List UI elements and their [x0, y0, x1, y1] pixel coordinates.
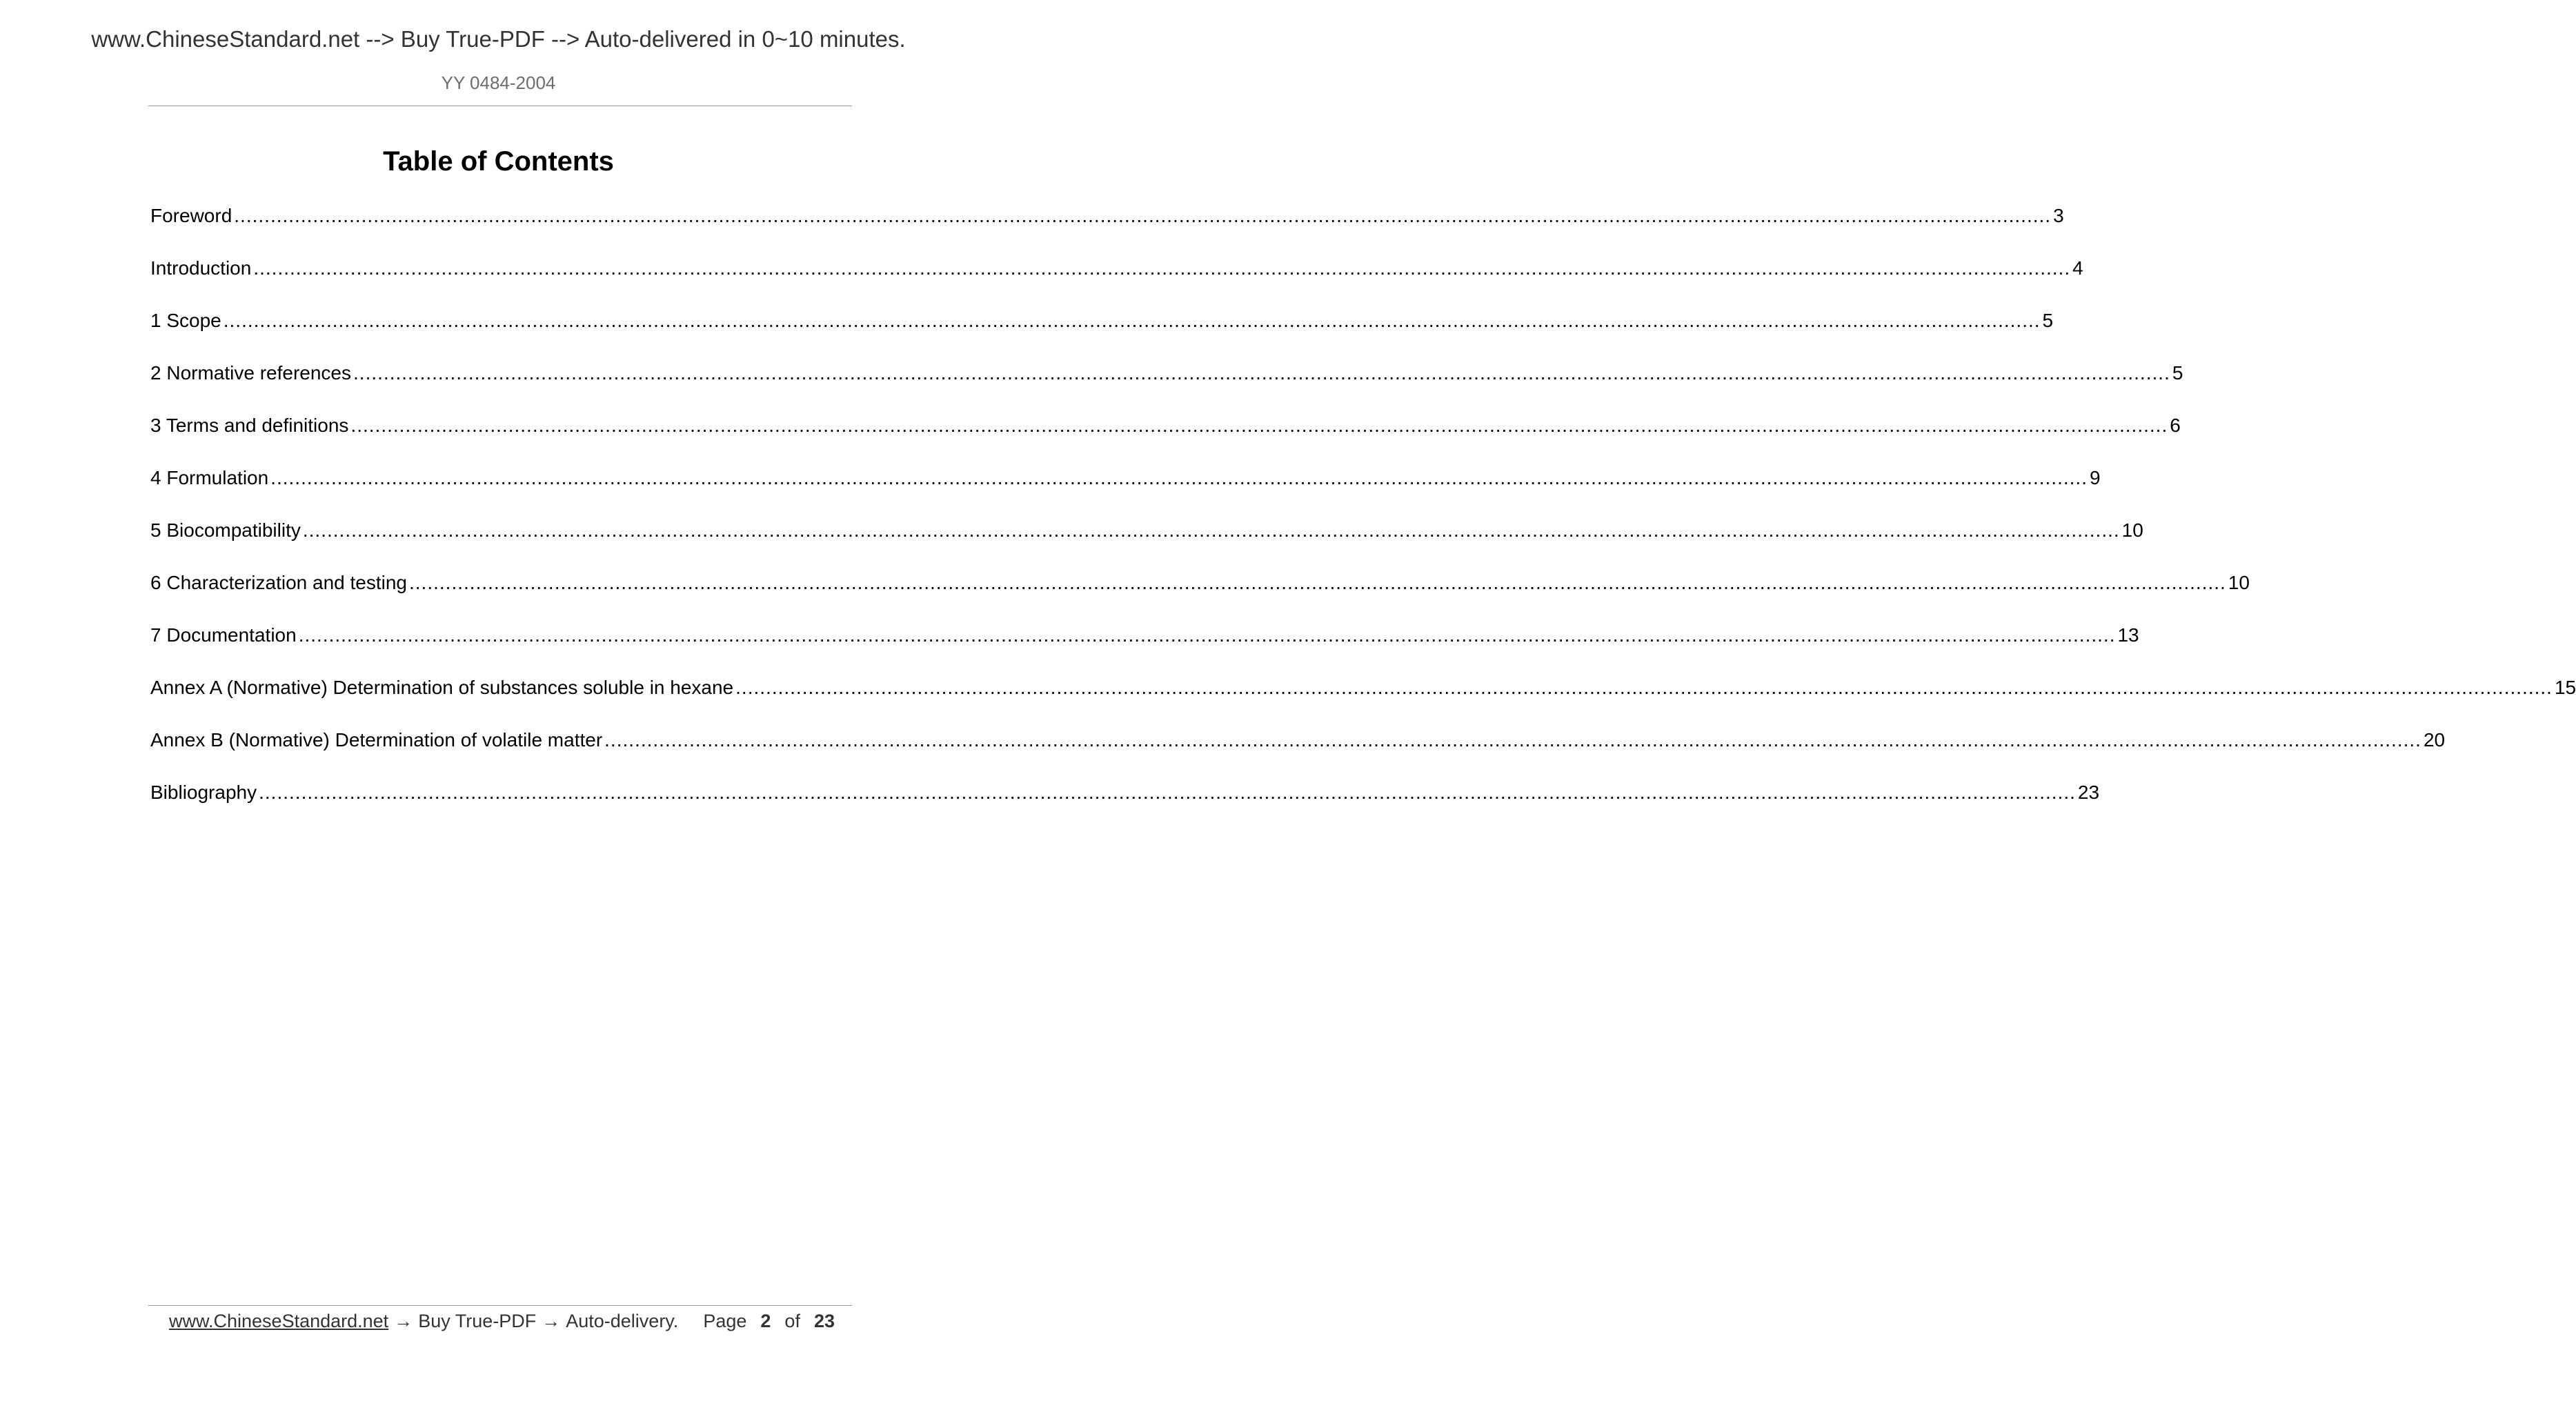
toc-entry[interactable] [150, 307, 2054, 359]
toc-dot-leader: ............................................................................................................................................................................................................................................................................................................ [298, 624, 2116, 646]
toc-entry[interactable] [150, 255, 2083, 307]
toc-entry-page-number: 20 [2423, 729, 2446, 751]
toc-entry-label: 4 Formulation [150, 467, 269, 488]
toc-entry-page-number: 23 [2077, 782, 2100, 803]
toc-entry[interactable] [150, 674, 2576, 726]
toc-entry[interactable] [150, 359, 2183, 412]
footer-divider [148, 1305, 852, 1306]
toc-dot-leader: ............................................................................................................................................................................................................................................................................................................ [302, 519, 2120, 541]
toc-dot-leader: ............................................................................................................................................................................................................................................................................................................ [259, 782, 2076, 803]
toc-entry-page-number: 4 [2072, 257, 2083, 279]
toc-entry-label: 7 Documentation [150, 624, 297, 646]
toc-entry-page-number: 5 [2172, 362, 2183, 384]
footer [169, 1307, 835, 1335]
toc-entry[interactable] [150, 412, 2181, 464]
toc-entry-label: 2 Normative references [150, 362, 352, 384]
toc-dot-leader: ............................................................................................................................................................................................................................................................................................................ [223, 310, 2041, 331]
toc-entry-label: 5 Biocompatibility [150, 519, 301, 541]
toc-entry-label: 6 Characterization and testing [150, 572, 407, 593]
toc-entry[interactable] [150, 464, 2101, 517]
right-arrow-icon: → [394, 1310, 413, 1331]
toc-dot-leader: ............................................................................................................................................................................................................................................................................................................ [409, 572, 2226, 593]
footer-buy-text: Buy True-PDF [418, 1310, 537, 1331]
toc-dot-leader: ............................................................................................................................................................................................................................................................................................................ [350, 415, 2168, 436]
toc-entry-label: 3 Terms and definitions [150, 415, 349, 436]
toc-entry-page-number: 13 [2117, 624, 2139, 646]
toc-dot-leader: ............................................................................................................................................................................................................................................................................................................ [604, 729, 2421, 751]
top-banner: www.ChineseStandard.net --> Buy True-PDF --> Auto-delivered in 0~10 minutes. [91, 26, 906, 52]
toc-entry[interactable] [150, 202, 2064, 255]
toc-entry-page-number: 10 [2228, 572, 2250, 593]
right-arrow-icon: → [542, 1310, 561, 1331]
page-word: Page [703, 1310, 747, 1331]
toc-entry-label: Introduction [150, 257, 252, 279]
toc-entry[interactable] [150, 726, 2446, 779]
of-word: of [784, 1310, 800, 1331]
toc-dot-leader: ............................................................................................................................................................................................................................................................................................................ [270, 467, 2088, 488]
toc-dot-leader: ............................................................................................................................................................................................................................................................................................................ [353, 362, 2170, 384]
toc-dot-leader: ............................................................................................................................................................................................................................................................................................................ [253, 257, 2071, 279]
toc-entry-label: 1 Scope [150, 310, 221, 331]
toc-entry-label: Annex A (Normative) Determination of substances soluble in hexane [150, 677, 734, 698]
page-indicator [703, 1311, 835, 1332]
toc-entry-page-number: 15 [2554, 677, 2576, 698]
toc-entry-page-number: 6 [2170, 415, 2181, 436]
toc-entry[interactable] [150, 622, 2139, 674]
toc-entry[interactable] [150, 517, 2143, 569]
toc-entry-label: Bibliography [150, 782, 257, 803]
toc-entry[interactable] [150, 569, 2250, 622]
toc-entry-page-number: 5 [2042, 310, 2054, 331]
page-title: Table of Contents [383, 146, 614, 177]
total-pages-number: 23 [813, 1310, 835, 1331]
current-page-number: 2 [760, 1310, 771, 1331]
toc-entry-label: Annex B (Normative) Determination of volatile matter [150, 729, 603, 751]
document-code: YY 0484-2004 [441, 72, 556, 93]
toc-entry[interactable] [150, 779, 2100, 831]
toc-entry-page-number: 3 [2053, 205, 2064, 226]
footer-delivery-text: Auto-delivery. [566, 1310, 679, 1331]
footer-website-link[interactable]: www.ChineseStandard.net [169, 1310, 389, 1331]
toc-entry-page-number: 10 [2121, 519, 2143, 541]
toc-entry-label: Foreword [150, 205, 232, 226]
toc-dot-leader: ............................................................................................................................................................................................................................................................................................................ [234, 205, 2052, 226]
toc-entry-page-number: 9 [2089, 467, 2101, 488]
toc-list [150, 202, 2576, 831]
toc-dot-leader: ............................................................................................................................................................................................................................................................................................................ [735, 677, 2553, 698]
